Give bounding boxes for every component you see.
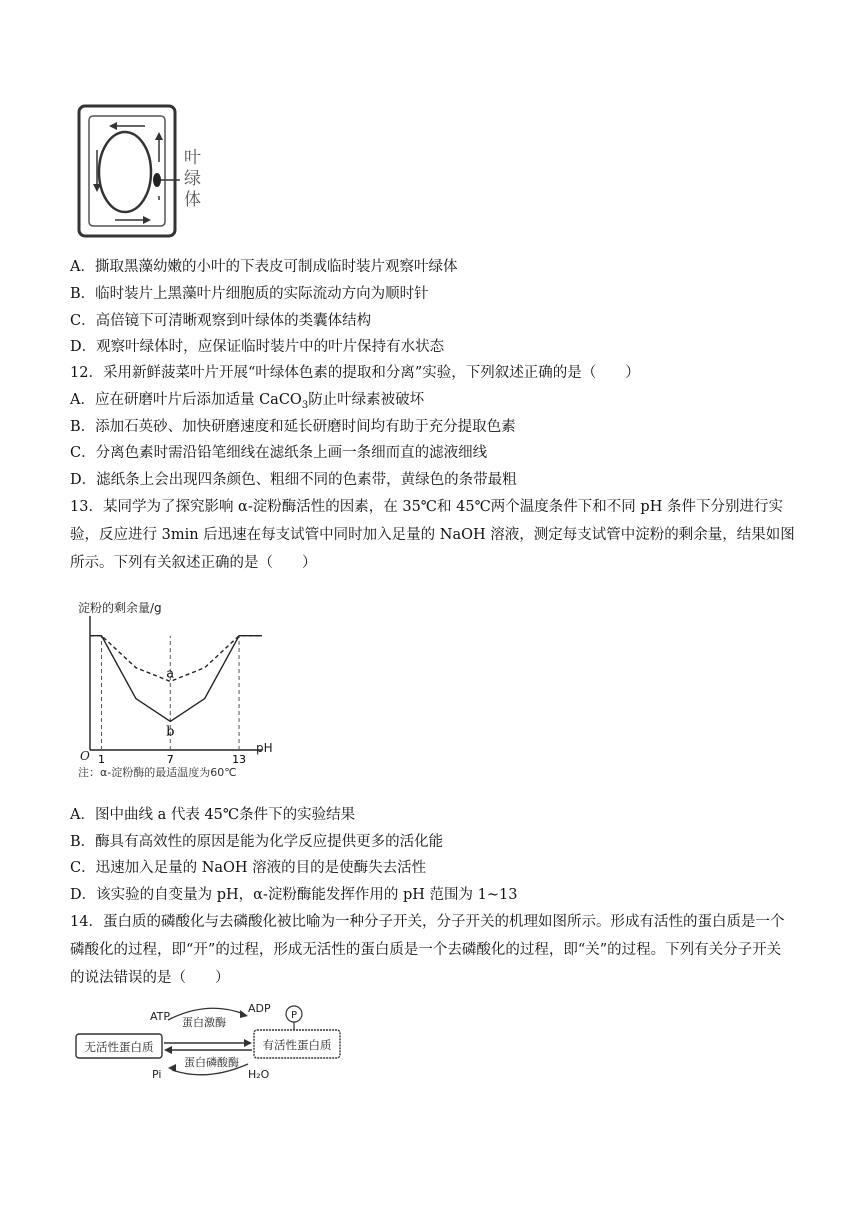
q11-option-d: D．观察叶绿体时，应保证临时装片中的叶片保持有水状态 (70, 339, 445, 355)
origin-label: O (80, 749, 90, 763)
phosphate-label: P (290, 1010, 298, 1021)
chloroplast-label: 叶绿体 (184, 148, 201, 210)
water-label: H₂O (248, 1068, 270, 1080)
kinase-label: 蛋白激酶 (182, 1016, 226, 1029)
q12-option-d: D．滤纸条上会出现四条颜色、粗细不同的色素带，黄绿色的条带最粗 (70, 472, 517, 488)
q13-option-b: B．酶具有高效性的原因是能为化学反应提供更多的活化能 (70, 834, 444, 850)
pi-label: Pi (152, 1068, 162, 1080)
q13-option-d: D．该实验的自变量为 pH，α-淀粉酶能发挥作用的 pH 范围为 1~13 (70, 887, 518, 903)
q11-option-b: B．临时装片上黑藻叶片细胞质的实际流动方向为顺时针 (70, 286, 429, 302)
atp-label: ATP (150, 1010, 171, 1023)
q13-option-a: A．图中曲线 a 代表 45℃条件下的实验结果 (70, 807, 356, 823)
curve-a (90, 636, 262, 682)
molecular-switch-diagram (72, 1000, 362, 1080)
q13-stem: 13．某同学为了探究影响 α-淀粉酶活性的因素，在 35℃和 45℃两个温度条件下和不同 pH 条件下分别进行实验，反应进行 3min 后迅速在每支试管中同时加入足量的 NaOH 溶液，测定每支试管中淀粉的剩余量，结果如图所示。下列有关叙述正确的是（ ） (70, 499, 795, 571)
curve-label-b: b (166, 724, 175, 740)
chloroplast (153, 173, 161, 187)
chart-note: 注：α-淀粉酶的最适温度为60℃ (78, 766, 237, 779)
chart-ylabel: 淀粉的剩余量/g (78, 601, 162, 615)
q12-option-b: B．添加石英砂、加快研磨速度和延长研磨时间均有助于充分提取色素 (70, 419, 516, 435)
phosphatase-label: 蛋白磷酸酶 (184, 1056, 239, 1069)
adp-label: ADP (248, 1002, 271, 1015)
starch-chart (72, 592, 292, 784)
x-tick-label-7: 7 (166, 753, 174, 766)
q12-option-c: C．分离色素时需沿铅笔细线在滤纸条上画一条细而直的滤液细线 (70, 445, 488, 461)
q11-option-a: A．撕取黑藻幼嫩的小叶的下表皮可制成临时装片观察叶绿体 (70, 259, 458, 275)
x-tick-label-13: 13 (232, 753, 247, 766)
active-protein-label: 有活性蛋白质 (262, 1038, 332, 1052)
q14-stem: 14．蛋白质的磷酸化与去磷酸化被比喻为一种分子开关，分子开关的机理如图所示。形成有活性的蛋白质是一个磷酸化的过程，即“开”的过程，形成无活性的蛋白质是一个去磷酸化的过程，即“关”的过程。下列有关分子开关的说法错误的是（ ） (70, 914, 785, 986)
q12-stem: 12．采用新鲜菠菜叶片开展“叶绿体色素的提取和分离”实验，下列叙述正确的是（ ） (70, 365, 640, 381)
chart-xlabel: pH (256, 741, 273, 755)
q12-option-a: A．应在研磨叶片后添加适量 CaCO$_3$防止叶绿素被破坏 (70, 392, 425, 411)
q13-option-c: C．迅速加入足量的 NaOH 溶液的目的是使酶失去活性 (70, 860, 427, 876)
curve-label-a: a (166, 666, 175, 682)
inactive-protein-label: 无活性蛋白质 (84, 1040, 154, 1054)
q11-option-c: C．高倍镜下可清晰观察到叶绿体的类囊体结构 (70, 313, 372, 329)
x-tick-label-1: 1 (97, 753, 105, 766)
